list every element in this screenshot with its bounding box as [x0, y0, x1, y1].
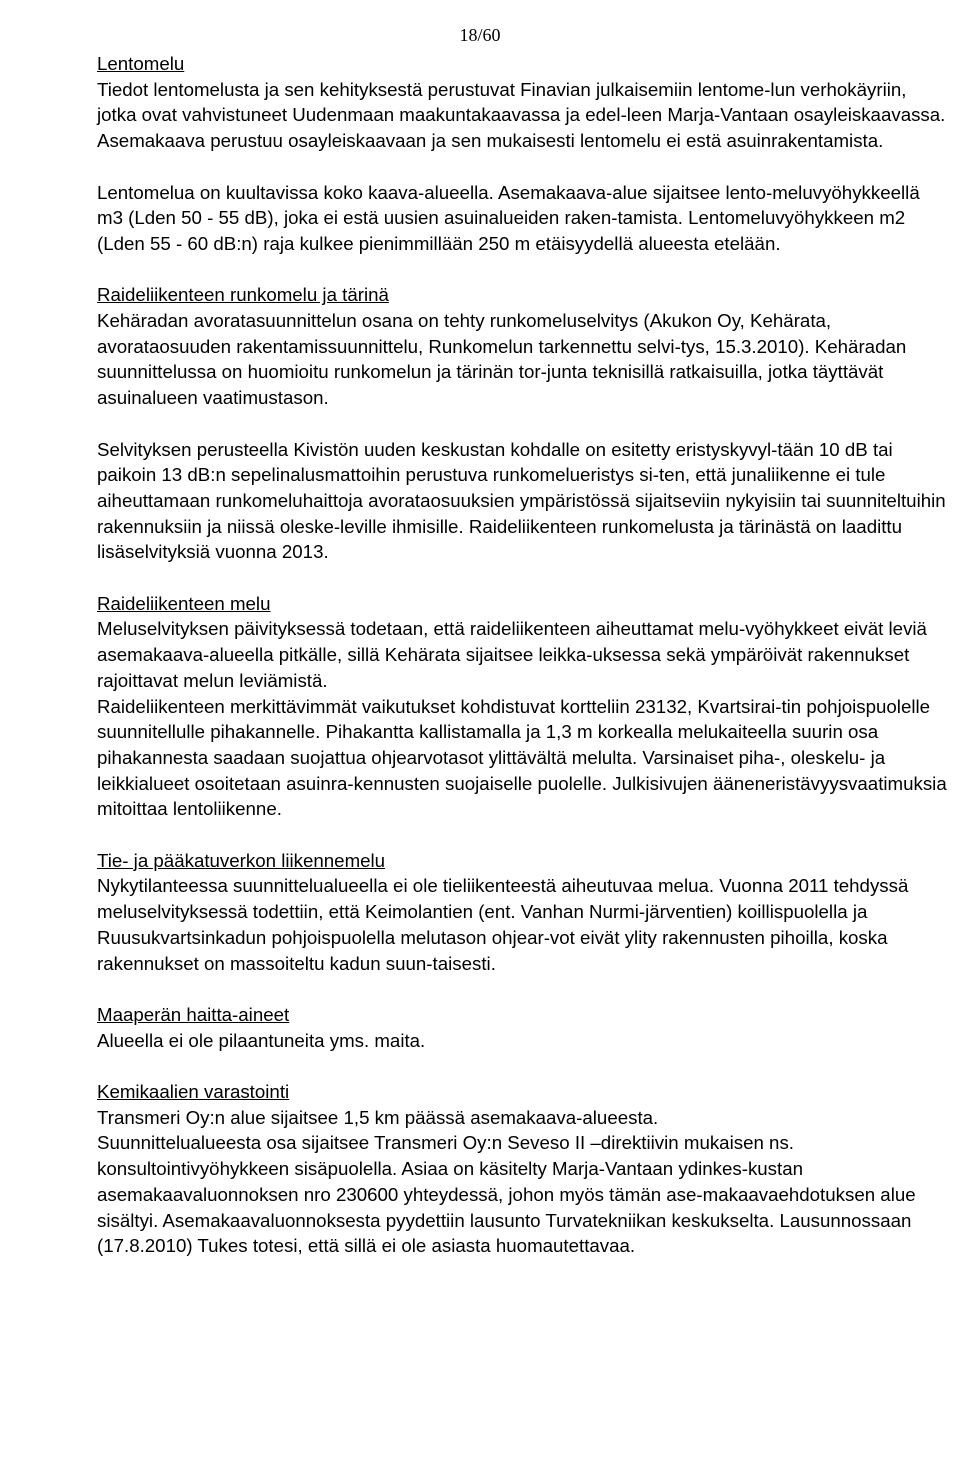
section-tieliikennemelu: [97, 848, 947, 977]
paragraph: Lentomelua on kuultavissa koko kaava-alueella. Asemakaava-alue sijaitsee lento-meluvyöhykkeellä m3 (Lden 50 - 55 dB), joka ei estä uusien asuinalueiden raken-tamista. Lentomeluvyöhykkeen m2 (Lden 55 - 60 dB:n) raja kulkee pienimmillään 250 m etäisyydellä alueesta etelään.: [97, 181, 920, 254]
section-heading: Raideliikenteen melu: [97, 592, 271, 614]
page-number: 18/60: [459, 25, 501, 45]
paragraph: Meluselvityksen päivityksessä todetaan, että raideliikenteen aiheuttamat melu-vyöhykkeet eivät leviä asemakaava-alueella pitkälle, sillä Kehärata sijaitsee leikka-uksessa sekä ympäröivät rakennukset rajoittavat melun leviämistä.: [97, 618, 927, 691]
running-header: Asemakaava ja asemakaavanmuutos, tonttijako, Kivistö, Kaavanro: 231300, 30.9.2013, 24.2.2014 tarkistettu: [6, 4, 895, 25]
section-lentomelu: [97, 51, 947, 257]
paragraph: Suunnittelualueesta osa sijaitsee Transmeri Oy:n Seveso II –direktiivin mukaisen ns. konsultointivyöhykkeen sisäpuolella. Asiaa on käsitelty Marja-Vantaan ydinkes-kustan asemakaavaluonnoksen nro 230600 yhteydessä, johon myös tämän ase-makaavaehdotuksen alue sisältyi. Asemakaavaluonnoksesta pyydettiin lausunto Turvatekniikan keskukselta. Lausunnossaan (17.8.2010) Tukes totesi, että sillä ei ole asiasta huomautettavaa.: [97, 1132, 916, 1257]
paragraph: Transmeri Oy:n alue sijaitsee 1,5 km päässä asemakaava-alueesta.: [97, 1106, 659, 1128]
section-kemikaalien-varastointi: [97, 1079, 947, 1259]
paragraph: Alueella ei ole pilaantuneita yms. maita.: [97, 1029, 426, 1051]
paragraph: Nykytilanteessa suunnittelualueella ei ole tieliikenteestä aiheutuvaa melua. Vuonna 2011 tehdyssä meluselvityksessä todettiin, että Keimolantien (ent. Vanhan Nurmi-järventien) koillispuolella ja Ruusukvartsinkadun pohjoispuolella melutason ohjear-vot eivät ylity rakennusten pihoilla, koska rakennukset on massoiteltu kadun suun-taisesti.: [97, 875, 909, 974]
paragraph: Raideliikenteen merkittävimmät vaikutukset kohdistuvat kortteliin 23132, Kvartsirai-tin pohjoispuolelle suunnitellulle pihakannelle. Pihakantta kallistamalla ja 1,3 m korkealla melukaiteella suurin osa pihakannesta saadaan suojattua ohjearvotasot ylittävältä melulta. Varsinaiset piha-, oleskelu- ja leikkialueet osoitetaan asuinra-kennusten suojaiselle puolelle. Julkisivujen ääneneristävyysvaatimuksia mitoittaa lentoliikenne.: [97, 695, 947, 820]
section-heading: Kemikaalien varastointi: [97, 1081, 290, 1103]
section-heading: Raideliikenteen runkomelu ja tärinä: [97, 284, 389, 306]
section-heading: Lentomelu: [97, 53, 185, 74]
section-raideliikenteen-runkomelu: [97, 282, 947, 565]
section-heading: Maaperän haitta-aineet: [97, 1003, 290, 1025]
paragraph: Selvityksen perusteella Kivistön uuden keskustan kohdalle on esitetty eristyskyvyl-tään 10 dB tai paikoin 13 dB:n sepelinalusmattoihin perustuva runkomelueristys si-ten, että junaliikenne ei tule aiheuttamaan runkomeluhaittoja avorataosuuksien ympäristössä sijaitseviin nykyisiin tai suunniteltuihin rakennuksiin ja niissä oleske-leville ihmisille. Raideliikenteen runkomelusta ja tärinästä on laadittu lisäselvityksiä vuonna 2013.: [97, 438, 946, 563]
section-raideliikenteen-melu: [97, 591, 947, 822]
paragraph: Kehäradan avoratasuunnittelun osana on tehty runkomeluselvitys (Akukon Oy, Kehärata, avorataosuuden rakentamissuunnittelu, Runkomelun tarkennettu selvi-tys, 15.3.2010). Kehäradan suunnittelussa on huomioitu runkomelun ja tärinän tor-junta teknisillä ratkaisuilla, jotka täyttävät asuinalueen vaatimustason.: [97, 310, 907, 409]
document-body: [97, 51, 947, 1259]
section-maaperan-haitta-aineet: [97, 1002, 947, 1053]
section-heading: Tie- ja pääkatuverkon liikennemelu: [97, 849, 386, 871]
paragraph: Tiedot lentomelusta ja sen kehityksestä perustuvat Finavian julkaisemiin lentome-lun verhokäyriin, jotka ovat vahvistuneet Uudenmaan maakuntakaavassa ja edel-leen Marja-Vantaan osayleiskaavassa. Asemakaava perustuu osayleiskaavaan ja sen mukaisesti lentomelu ei estä asuinrakentamista.: [97, 78, 946, 152]
